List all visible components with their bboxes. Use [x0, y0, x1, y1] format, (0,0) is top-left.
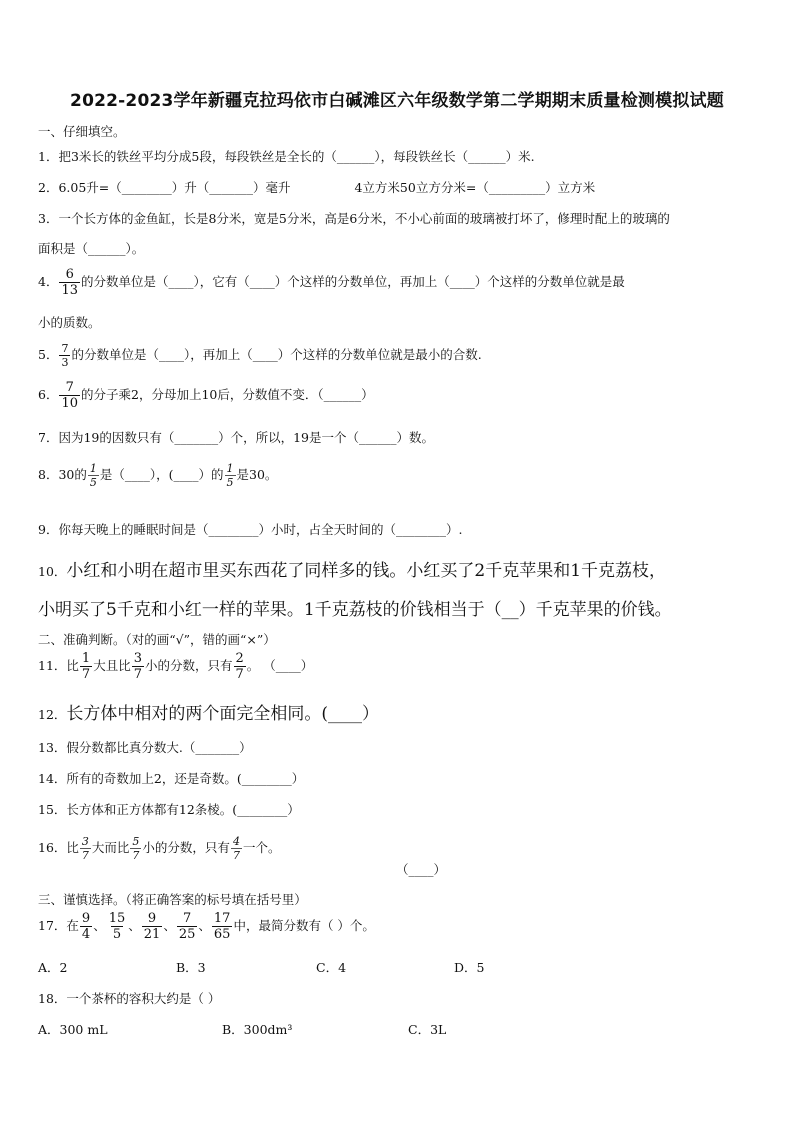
question-6: 6． $\frac{7}{10}$ 的分子乘2，分母加上10后，分数值不变．（______） — [38, 380, 374, 411]
fraction: $\frac{9}{4}$ — [81, 911, 91, 942]
question-4-line-2: 小的质数。 — [38, 315, 101, 330]
fraction: $\frac{1}{5}$ — [89, 462, 97, 489]
question-18-options — [38, 1020, 446, 1038]
fraction: $\frac{5}{7}$ — [132, 835, 140, 862]
question-1: 1．把3米长的铁丝平均分成5段，每段铁丝是全长的（______），每段铁丝长（______）米. — [38, 149, 535, 164]
question-4: 4． $\frac{6}{13}$ 的分数单位是（____），它有（____）个这样的分数单位，再加上（____）个这样的分数单位就是最 — [38, 267, 625, 298]
question-12: 12．长方体中相对的两个面完全相同。(____） — [38, 704, 380, 724]
question-11: 11．比 $\frac{1}{7}$ 大且比 $\frac{3}{7}$ 小的分数，只有 $\frac{2}{7}$ 。 （____） — [38, 651, 314, 682]
fraction: $\frac{3}{7}$ — [133, 651, 142, 682]
question-10-line-2: 小明买了5千克和小红一样的苹果。1千克荔枝的价钱相当于（__）千克苹果的价钱。 — [38, 600, 672, 620]
fraction: $\frac{17}{65}$ — [213, 911, 231, 942]
fraction: $\frac{2}{7}$ — [235, 651, 244, 682]
fraction: $\frac{9}{21}$ — [143, 911, 161, 942]
fraction: $\frac{7}{25}$ — [178, 911, 196, 942]
option-b: B．3 — [176, 960, 206, 975]
question-17: 17．在 $\frac{9}{4}$ 、 $\frac{15}{5}$ 、 $\frac{9}{21}$ 、 $\frac{7}{25}$ 、 $\frac{17}{65}$ 中，最简分数有（ ）个。 — [38, 911, 375, 942]
question-2 — [38, 178, 595, 196]
fraction: $\frac{4}{7}$ — [232, 835, 240, 862]
option-b: B．300dm³ — [222, 1022, 293, 1037]
fraction: $\frac{6}{13}$ — [61, 267, 78, 298]
question-3-line-2: 面积是（______）。 — [38, 241, 145, 256]
option-c: C．3L — [408, 1022, 447, 1037]
question-3-line-1: 3．一个长方体的金鱼缸，长是8分米，宽是5分米，高是6分米，不小心前面的玻璃被打坏了，修理时配上的玻璃的 — [38, 211, 670, 226]
fraction: $\frac{1}{5}$ — [226, 462, 234, 489]
question-16: 16．比 $\frac{3}{7}$ 大而比 $\frac{5}{7}$ 小的分数，只有 $\frac{4}{7}$ 一个。 — [38, 835, 281, 862]
option-a: A．2 — [38, 960, 68, 975]
question-2-part-a: 2．6.05升=（________）升（_______）毫升 — [38, 180, 291, 195]
section-heading-1: 一、仔细填空。 — [38, 124, 126, 139]
question-18: 18．一个茶杯的容积大约是（ ） — [38, 991, 221, 1006]
question-7: 7．因为19的因数只有（_______）个，所以，19是一个（______）数。 — [38, 430, 435, 445]
question-16-blank: （____） — [396, 862, 447, 877]
fraction: $\frac{7}{3}$ — [61, 342, 69, 369]
question-5: 5． $\frac{7}{3}$ 的分数单位是（____），再加上（____）个这样的分数单位就是最小的合数. — [38, 342, 482, 369]
page-title: 2022-2023学年新疆克拉玛依市白碱滩区六年级数学第二学期期末质量检测模拟试题 — [70, 91, 724, 111]
question-14: 14．所有的奇数加上2，还是奇数。(________） — [38, 771, 305, 786]
question-2-part-b: 4立方米50立方分米=（_________）立方米 — [354, 180, 596, 195]
question-10: 10．小红和小明在超市里买东西花了同样多的钱。小红买了2千克苹果和1千克荔枝， — [38, 561, 667, 581]
question-13: 13．假分数都比真分数大.（_______） — [38, 740, 252, 755]
fraction: $\frac{3}{7}$ — [81, 835, 89, 862]
fraction: $\frac{15}{5}$ — [108, 911, 126, 942]
fraction: $\frac{7}{10}$ — [61, 380, 78, 411]
question-15: 15．长方体和正方体都有12条棱。(________） — [38, 802, 300, 817]
fraction: $\frac{1}{7}$ — [81, 651, 91, 682]
section-heading-2: 二、准确判断。（对的画“√”，错的画“×”） — [38, 632, 276, 647]
section-heading-3: 三、谨慎选择。（将正确答案的标号填在括号里） — [38, 892, 307, 907]
option-c: C．4 — [316, 960, 347, 975]
question-9: 9．你每天晚上的睡眠时间是（________）小时，占全天时间的（________）. — [38, 522, 463, 537]
option-a: A．300 mL — [38, 1022, 108, 1037]
option-d: D．5 — [454, 960, 485, 975]
question-17-options — [38, 958, 484, 976]
question-8: 8．30的 $\frac{1}{5}$ 是（____），(____）的 $\frac{1}{5}$ 是30。 — [38, 462, 278, 489]
